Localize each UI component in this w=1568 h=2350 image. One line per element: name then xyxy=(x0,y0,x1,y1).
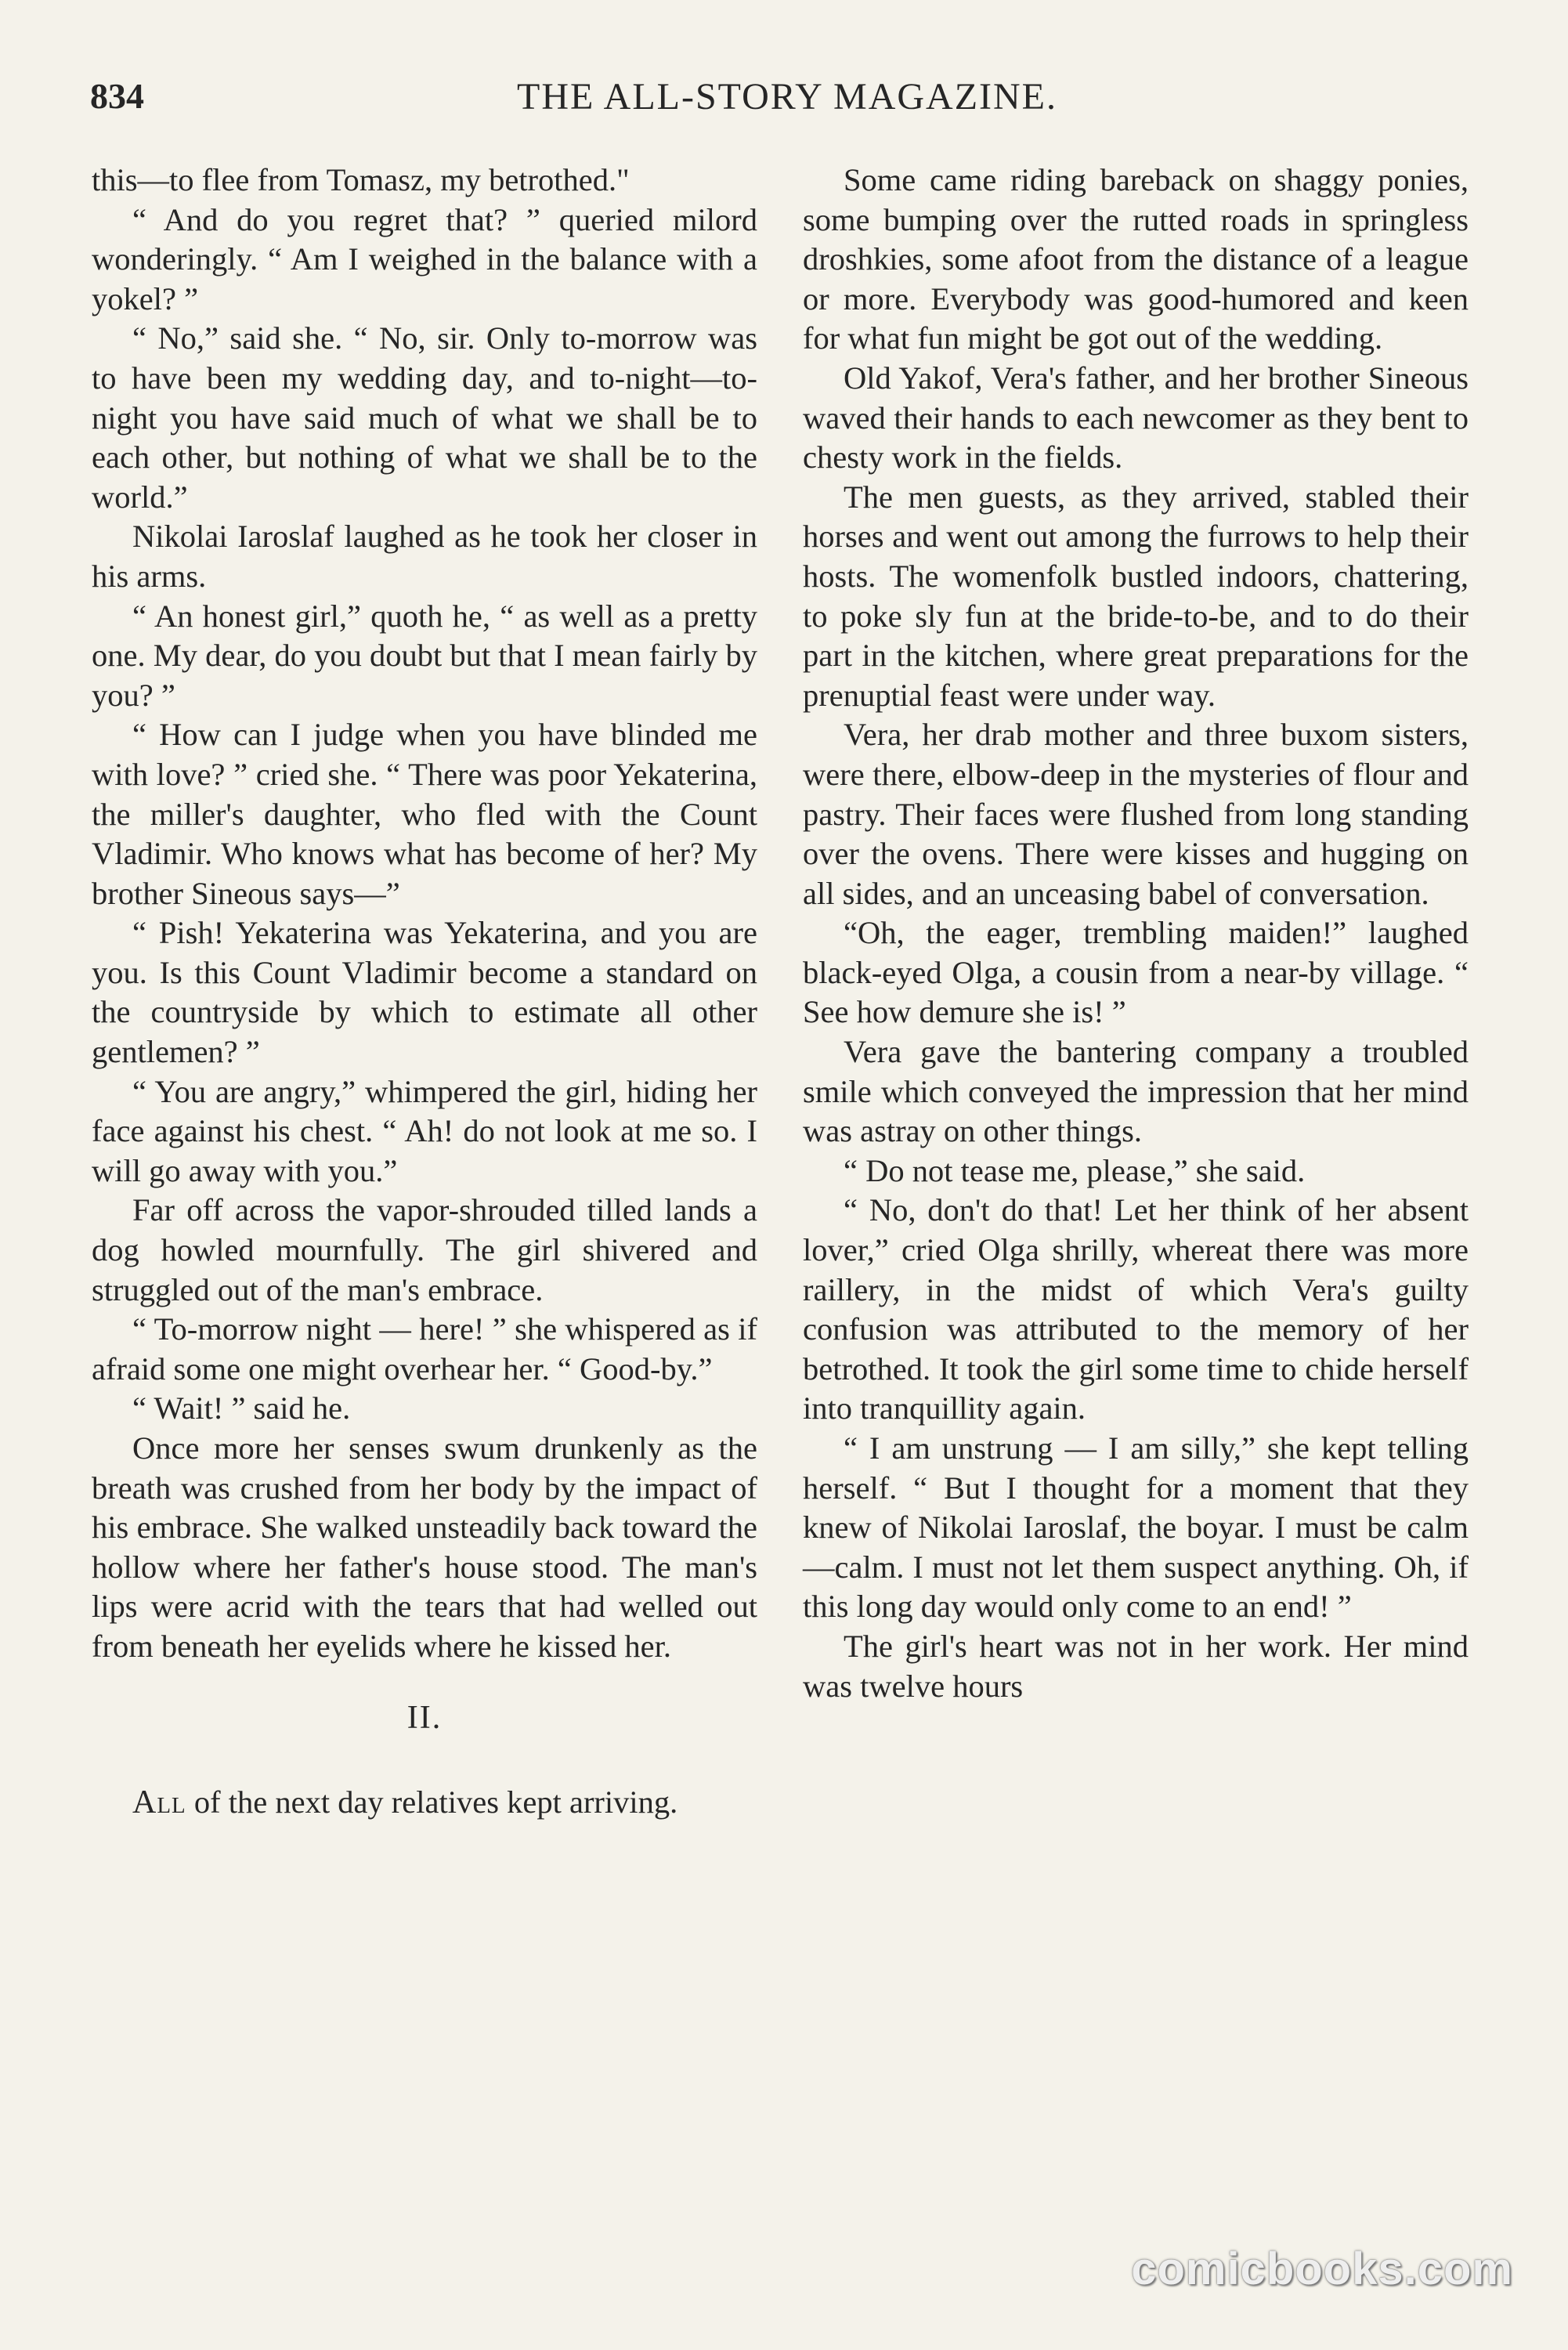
right-column xyxy=(803,161,1469,1706)
paragraph: Old Yakof, Vera's father, and her brother Sineous waved their hands to each newcomer as they bent to chesty work in the fields. xyxy=(803,360,1469,475)
paragraph: “ Wait! ” said he. xyxy=(132,1390,351,1426)
paragraph: “ To-morrow night — here! ” she whispered as if afraid some one might overhear her. “ Good-by.” xyxy=(92,1311,757,1386)
left-column xyxy=(92,161,757,1823)
paragraph: The girl's heart was not in her work. Her mind was twelve hours xyxy=(803,1628,1469,1704)
paragraph: “ An honest girl,” quoth he, “ as well as a pretty one. My dear, do you doubt but that I mean fairly by you? ” xyxy=(92,598,757,713)
paragraph: Some came riding bareback on shaggy ponies, some bumping over the rutted roads in springless droshkies, some afoot from the distance of a league or more. Everybody was good-humored and keen for what fun might be got out of the wedding. xyxy=(803,162,1469,356)
site-watermark: comicbooks.com xyxy=(1131,2243,1513,2294)
paragraph: “ No, don't do that! Let her think of her absent lover,” cried Olga shrilly, whereat there was more raillery, in the midst of which Vera's guilty confusion was attributed to the memory of her betrothed. It took the girl some time to chide herself into tranquillity again. xyxy=(803,1192,1469,1426)
page-number: 834 xyxy=(90,76,144,116)
section-lead-word: All xyxy=(132,1784,186,1821)
paragraph: “ You are angry,” whimpered the girl, hiding her face against his chest. “ Ah! do not look at me so. I will go away with you.” xyxy=(92,1073,757,1188)
paragraph: “ How can I judge when you have blinded me with love? ” cried she. “ There was poor Yekaterina, the miller's daughter, who fled with the Count Vladimir. Who knows what has become of her? My brother Sineous says—” xyxy=(92,717,757,911)
paragraph: “Oh, the eager, trembling maiden!” laughed black-eyed Olga, a cousin from a near-by village. “ See how demure she is! ” xyxy=(803,915,1469,1030)
paragraph: “ Do not tease me, please,” she said. xyxy=(844,1152,1306,1188)
paragraph: Vera gave the bantering company a troubled smile which conveyed the impression that her mind was astray on other things. xyxy=(803,1034,1469,1149)
section-lead-text: of the next day relatives kept arriving. xyxy=(186,1784,678,1820)
paragraph: “ I am unstrung — I am silly,” she kept telling herself. “ But I thought for a moment that they knew of Nikolai Iaroslaf, the boyar. I must be calm—calm. I must not let them suspect anything. Oh, if this long day would only come to an end! ” xyxy=(803,1430,1469,1625)
section-heading: II. xyxy=(406,1699,443,1736)
paragraph: “ No,” said she. “ No, sir. Only to-morrow was to have been my wedding day, and to-night—to-night you have said much of what we shall be to each other, but nothing of what we shall be to the world.” xyxy=(92,320,757,515)
magazine-title: THE ALL-STORY MAGAZINE. xyxy=(517,76,1057,118)
page-header xyxy=(90,75,1484,130)
paragraph: Once more her senses swum drunkenly as the breath was crushed from her body by the impact of his embrace. She walked unsteadily back toward the hollow where her father's house stood. The man's lips were acrid with the tears that had welled out from beneath her eyelids where he kissed her. xyxy=(92,1430,757,1664)
paragraph: The men guests, as they arrived, stabled their horses and went out among the furrows to help their hosts. The womenfolk bustled indoors, chattering, to poke sly fun at the bride-to-be, and to do their part in the kitchen, where great preparations for the prenuptial feast were under way. xyxy=(803,479,1469,713)
section-opening-paragraph xyxy=(92,1783,757,1823)
paragraph: “ And do you regret that? ” queried milord wonderingly. “ Am I weighed in the balance with a yokel? ” xyxy=(92,201,757,316)
paragraph: “ Pish! Yekaterina was Yekaterina, and you are you. Is this Count Vladimir become a standard on the countryside by which to estimate all other gentlemen? ” xyxy=(92,915,757,1070)
paragraph: Nikolai Iaroslaf laughed as he took her closer in his arms. xyxy=(92,519,757,594)
paragraph: Vera, her drab mother and three buxom sisters, were there, elbow-deep in the mysteries of flour and pastry. Their faces were flushed from long standing over the ovens. There were kisses and hugging on all sides, and an unceasing babel of conversation. xyxy=(803,717,1469,911)
paragraph: Far off across the vapor-shrouded tilled lands a dog howled mournfully. The girl shivered and struggled out of the man's embrace. xyxy=(92,1192,757,1307)
paragraph: this—to flee from Tomasz, my betrothed." xyxy=(92,162,630,197)
